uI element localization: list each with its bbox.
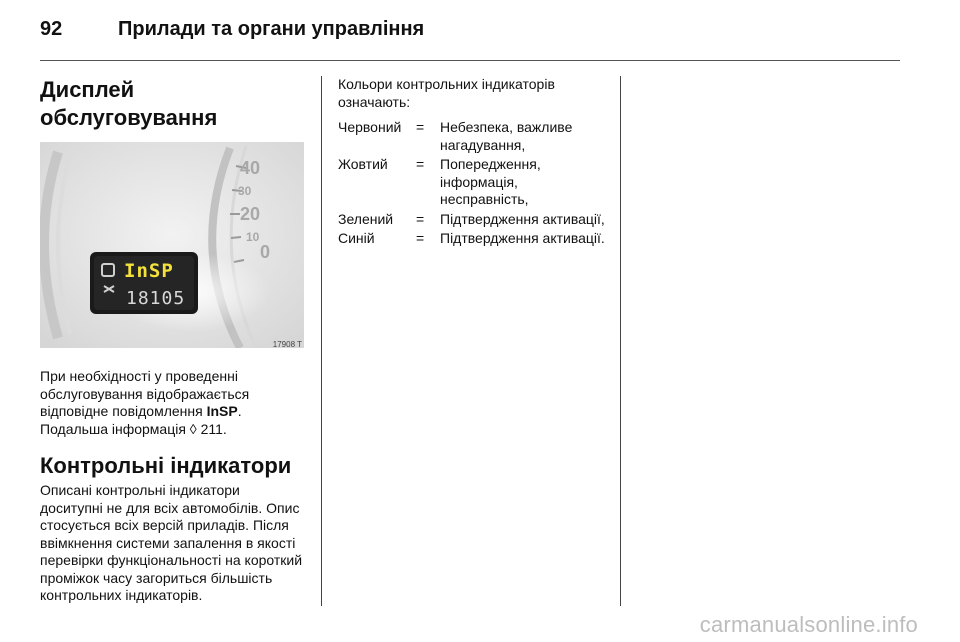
color-equals: =: [416, 156, 425, 172]
column-divider-1: [321, 76, 322, 606]
service-text-after: .: [237, 403, 242, 419]
gauge-label-20: 20: [240, 204, 261, 224]
color-name: Жовтий: [338, 156, 388, 172]
color-row-blue: [338, 230, 608, 248]
colors-intro: Кольори контрольних індикаторів означають:: [338, 76, 555, 110]
page-header: [40, 18, 424, 48]
service-message-insp: InSP: [206, 403, 238, 419]
color-desc: Попередження, інформація, несправність,: [440, 156, 541, 207]
left-column: [40, 76, 306, 605]
color-name: Синій: [338, 230, 375, 246]
column-divider-2: [620, 76, 621, 606]
figure-code: 17908 T: [272, 340, 302, 348]
color-row-green: [338, 211, 608, 229]
page-number: 92: [40, 18, 63, 40]
section-heading-service-display: Дисплей обслуговування: [40, 77, 218, 130]
color-equals: =: [416, 119, 425, 135]
further-info-link[interactable]: Подальша інформація ◊ 211.: [40, 420, 227, 437]
gauge-label-30: 30: [238, 184, 252, 198]
middle-column: [338, 76, 608, 248]
color-row-yellow: [338, 156, 608, 209]
instrument-cluster-figure: [40, 142, 304, 348]
color-equals: =: [416, 210, 425, 227]
gauge-label-0: 0: [260, 242, 271, 262]
display-word: InSP: [124, 260, 174, 282]
color-desc: Підтвердження активації.: [440, 230, 605, 246]
service-text-before: При необхідності у проведенні обслуговування відображається відповідне повідомлення: [40, 368, 250, 419]
page-title: Прилади та органи управління: [118, 18, 425, 40]
color-row-red: [338, 119, 608, 154]
gauge-label-10: 10: [246, 230, 260, 244]
section-heading-indicators: Контрольні індикатори: [40, 453, 292, 478]
display-odometer: 18105: [126, 288, 186, 309]
header-rule: [40, 60, 900, 61]
gauge-label-40: 40: [240, 158, 261, 178]
color-name: Зелений: [338, 210, 394, 227]
color-desc: Небезпека, важливе нагадування,: [440, 119, 573, 153]
color-desc: Підтвердження активації,: [440, 210, 605, 227]
color-name: Червоний: [338, 119, 402, 135]
color-equals: =: [416, 230, 425, 246]
service-display-paragraph: [40, 368, 306, 438]
watermark: carmanualsonline.info: [699, 612, 918, 637]
indicators-paragraph: Описані контрольні індикатори доситупні не для всіх автомобілів. Опис стосується всіх версій приладів. Після ввімкнення системи запалення в якості перевірки функціональності на короткий проміжок часу загориться більшість контрольних індикаторів.: [40, 482, 303, 603]
